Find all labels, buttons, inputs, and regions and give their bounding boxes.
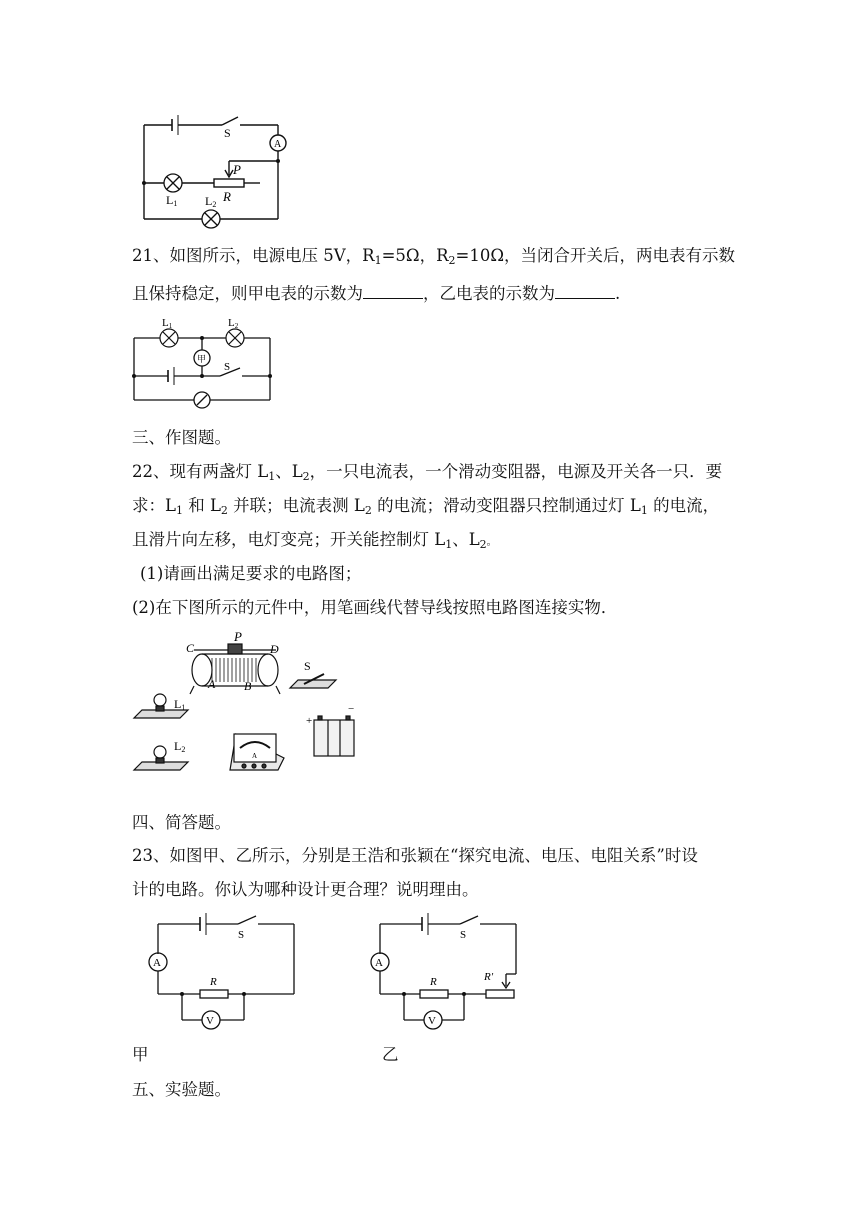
caption-yi: 乙 (382, 1045, 399, 1064)
voltmeter-label: V (428, 1015, 436, 1027)
q21-line2: 且保持稳定，则甲电表的示数为 ，乙电表的示数为 . (132, 284, 621, 303)
circuit-figure-yi (362, 908, 532, 1038)
ammeter-label: A (153, 957, 161, 969)
ammeter-label: A (274, 139, 282, 150)
q23-line2: 计的电路。你认为哪种设计更合理？说明理由。 (132, 880, 479, 899)
rheostat-terminal-D: D (270, 642, 279, 656)
rheostat-terminal-C: C (186, 641, 195, 655)
switch-label: S (224, 126, 231, 140)
rheostat-terminal-A: A (208, 677, 216, 691)
rheostat-terminal-P: P (234, 629, 242, 644)
section-5-heading: 五、实验题。 (132, 1080, 231, 1099)
switch-label: S (224, 361, 231, 373)
lamp-L1-label: L1 (162, 317, 173, 330)
circuit-figure-jia (140, 908, 310, 1038)
q23-line1: 23、如图甲、乙所示，分别是王浩和张颖在“探究电流、电压、电阻关系”时设 (132, 846, 698, 865)
q22-line1: 22、现有两盏灯 $L_1$、$L_2$，一只电流表，一个滑动变阻器，电源及开关各一只．要 (132, 462, 723, 483)
battery-icon (314, 716, 354, 756)
caption-jia: 甲 (132, 1045, 149, 1064)
battery-minus-label: − (348, 703, 355, 715)
section-4-heading: 四、简答题。 (132, 813, 231, 832)
slider-label: P (233, 162, 241, 177)
voltmeter-label: V (206, 1015, 214, 1027)
q22-line2: 求：$L_1$ 和 $L_2$ 并联；电流表测 $L_2$ 的电流；滑动变阻器只控制通过灯 $L_1$ 的电流， (132, 496, 720, 517)
section-3-heading: 三、作图题。 (132, 428, 231, 447)
rheostat-icon (190, 644, 280, 694)
circuit-figure-q20 (130, 105, 300, 235)
lamp-L2-label: L2 (174, 739, 186, 754)
answer-blank-jia[interactable] (363, 284, 423, 299)
lamp-L1-label: L1 (174, 697, 186, 712)
battery-plus-label: + (306, 715, 313, 727)
meter-jia-label: 甲 (197, 354, 207, 364)
resistor-label: R (430, 976, 437, 988)
circuit-figure-q21 (128, 316, 278, 414)
q22-sub2: (2)在下图所示的元件中，用笔画线代替导线按照电路图连接实物． (132, 598, 618, 617)
resistor-label: R (210, 976, 217, 988)
switch-label: S (238, 929, 245, 941)
lamp-L1-label: L1 (166, 193, 178, 208)
q21-line1: 21、如图所示，电源电压 5V，$R_1=5\Omega$，$R_2=10\Omega$，当闭合开关后，两电表有示数 (132, 246, 736, 267)
q22-line3: 且滑片向左移，电灯变亮；开关能控制灯 $L_1$、$L_2$。 (132, 530, 497, 551)
switch-icon (290, 674, 336, 688)
answer-blank-yi[interactable] (555, 284, 615, 299)
ammeter-label: A (375, 957, 383, 969)
switch-label: S (460, 929, 467, 941)
lamp-L2-label: L2 (228, 317, 239, 330)
lamp-L2-label: L2 (205, 194, 217, 209)
components-figure-q22 (128, 630, 368, 780)
q22-sub1: (1)请画出满足要求的电路图； (140, 564, 362, 583)
ammeter-label: A (252, 752, 258, 760)
rheostat-label: R′ (484, 971, 494, 983)
switch-label: S (304, 659, 311, 673)
resistor-label: R (223, 189, 231, 204)
rheostat-terminal-B: B (244, 679, 252, 693)
